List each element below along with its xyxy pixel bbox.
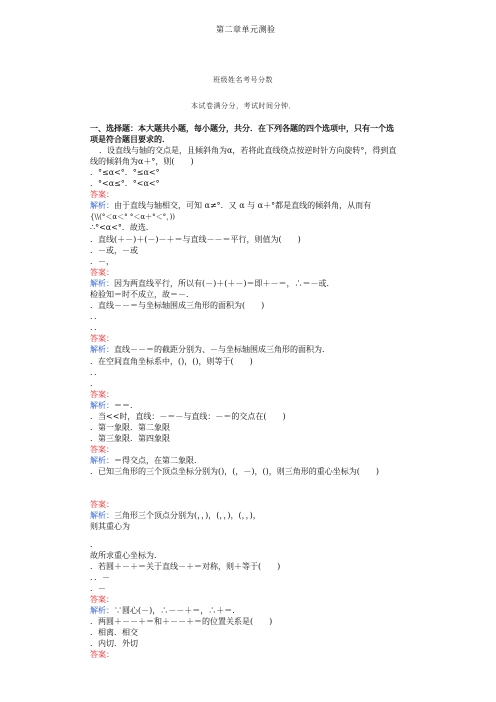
- q6-explanation-text: 三角形三个顶点分别为(，，)，(，，)，(，，)，: [114, 511, 261, 520]
- q5-options-ab: ．第一象限．第二象限: [90, 423, 170, 432]
- q5-explanation-text: ＝得交点，在第二象限．: [114, 456, 202, 465]
- q2-options-ab: ．－或，－或: [90, 246, 138, 255]
- q1-explanation: [90, 201, 371, 211]
- explain-label: 解析：: [90, 201, 114, 210]
- q7-options-cd: ．－: [90, 584, 106, 593]
- q2-explanation-text: 因为两直线平行，所以有(－)＋(＋－)＝即＋－＝，∴＝－或．: [114, 279, 335, 288]
- exam-note: 本试卷满分分，考试时间分钟．: [191, 102, 296, 110]
- q7-explanation: [90, 606, 240, 616]
- q2-explanation: [90, 279, 334, 289]
- q1-explanation-cond: {\\(°＜α＜° °＜α＋°＜°，)): [90, 213, 176, 221]
- explain-label: 解析：: [90, 511, 114, 520]
- q6-stem: ．已知三角形的三个顶点坐标分别为()，(，－)，()，则三角形的重心坐标为( ): [90, 467, 379, 476]
- q5-options-cd: ．第三象限．第四象限: [90, 434, 170, 443]
- q6-answer-label: 答案：: [90, 500, 114, 509]
- q3-answer-label: 答案：: [90, 334, 114, 343]
- q2-options-cd: ．－，: [90, 257, 114, 266]
- explain-label: 解析：: [90, 345, 114, 354]
- q1-options-cd: ．°<α≤°．°<α<°: [90, 179, 160, 188]
- class-info-line: 班级姓名考号分数: [213, 76, 273, 84]
- q4-explanation-text: ＝＝．: [114, 401, 138, 410]
- q8-stem: ．两圆＋－－＋＝和＋－－＋＝的位置关系是( ): [90, 617, 273, 626]
- q6-explanation-centroid: 则其重心为: [90, 522, 130, 531]
- q3-explanation-text: 直线－－＝的截距分别为、－与坐标轴围成三角形的面积为．: [114, 345, 330, 354]
- q7-stem: ．若圆＋－＋＝关于直线－＋＝对称，则＋等于( ): [90, 562, 281, 571]
- q3-explanation: [90, 345, 330, 355]
- q7-explanation-text: ∵圆心(－)，∴－－＋＝，∴＋＝．: [114, 606, 241, 615]
- q4-answer: [90, 390, 114, 400]
- q7-answer-label: 答案：: [90, 595, 114, 604]
- page-title: 第二章单元测验: [216, 25, 276, 34]
- q4-options-ab: ．．: [90, 368, 102, 377]
- q4-stem: ．在空间直角坐标系中，()，()，则等于( ): [90, 357, 253, 366]
- q4-options-cd: ．: [90, 379, 98, 388]
- q1-explanation-text: 由于直线与轴相交，可知 α≠°．又 α 与 α＋°都是直线的倾斜角，从而有: [114, 201, 372, 210]
- explain-label: 解析：: [90, 401, 114, 410]
- q4-answer-label: 答案：: [90, 390, 114, 399]
- section-heading-cont: 项是符合题目要求的．: [90, 135, 170, 144]
- q1-stem: ．设直线与轴的交点是，且倾斜角为α，若将此直线绕点按逆时针方向旋转°，得到直: [99, 146, 397, 155]
- q6-explanation-result: 故所求重心坐标为．: [90, 551, 162, 560]
- q4-explanation: [90, 401, 138, 411]
- q6-explanation-dot: ．: [90, 540, 98, 549]
- q8-answer-label: 答案：: [90, 650, 114, 659]
- q7-options-ab: ．．－: [90, 573, 110, 582]
- q2-stem: ．直线(＋－)＋(－)－＋＝与直线－－＝平行，则值为( ): [90, 235, 301, 244]
- q8-options-cd: ．内切．外切: [90, 639, 138, 648]
- q1-stem-cont: 线的倾斜角为α＋°，则( ): [90, 157, 194, 166]
- q5-answer-label: 答案：: [90, 445, 114, 454]
- section-heading: 一、选择题：本大题共小题，每小题分，共分．在下列各题的四个选项中，只有一个选: [90, 124, 394, 133]
- q3-stem: ．直线－－＝与坐标轴围成三角形的面积为( ): [90, 301, 265, 310]
- q8-options-ab: ．相离．相交: [90, 628, 138, 637]
- q1-answer-label: 答案：: [90, 190, 114, 199]
- q6-explanation: [90, 511, 261, 521]
- q5-explanation: [90, 456, 202, 466]
- q5-stem: ．当<<时，直线：－＝－与直线：－＝的交点在( ): [90, 412, 286, 421]
- q1-options-ab: ．°≤α<°．°≤α<°: [90, 168, 160, 177]
- q1-explanation-conclusion: ∴°<α<°．故选．: [90, 223, 154, 232]
- q3-options-ab: ．．: [90, 312, 102, 321]
- q3-options-cd: ．．: [90, 323, 102, 332]
- q2-answer-label: 答案：: [90, 268, 114, 277]
- explain-label: 解析：: [90, 279, 114, 288]
- q2-explanation-check: 检验知＝时不成立，故＝－．: [90, 290, 194, 299]
- explain-label: 解析：: [90, 606, 114, 615]
- explain-label: 解析：: [90, 456, 114, 465]
